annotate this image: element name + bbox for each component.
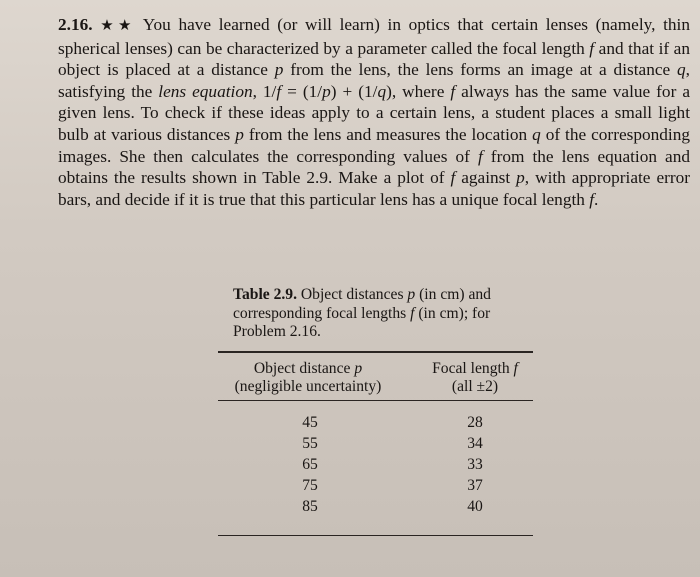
- text-run: .: [594, 189, 599, 209]
- math-variable: f: [589, 38, 595, 58]
- text-run: , with appropriate error bars, and decide if it is true that this particular lens has a unique focal length: [58, 168, 691, 209]
- math-variable: f: [450, 81, 456, 101]
- math-variable: f: [477, 146, 483, 166]
- math-variable: p: [407, 286, 416, 303]
- table-cell-distance: 65: [302, 456, 318, 473]
- header-variable-p: p: [354, 360, 363, 377]
- math-variable: f: [410, 304, 415, 322]
- table-cell-focal-length: 33: [467, 456, 483, 473]
- table-top-rule: [218, 351, 533, 353]
- text-run: You have learned (or will learn) in optics that certain lenses (namely, thin spherical lenses) can be characterized by a parameter called the focal length: [58, 15, 690, 58]
- text-run: from the lens, the lens forms an image at a distance: [283, 60, 678, 80]
- text-run: and that if an object is placed at a distance: [58, 38, 690, 80]
- table-cell-focal-length: 40: [467, 498, 483, 515]
- table-cell-focal-length: 28: [467, 414, 483, 431]
- text-run: from the lens and measures the location: [243, 124, 533, 144]
- column-header-focal-length: Focal length f (all ±2): [432, 360, 518, 395]
- text-run: (in cm); for Problem 2.16.: [233, 304, 491, 341]
- table-header-rule: [218, 400, 533, 401]
- table-label: Table 2.9.: [233, 286, 297, 303]
- text-run: ) + (1/: [330, 81, 378, 101]
- problem-text: [58, 14, 690, 210]
- text-run: ), where: [386, 81, 451, 101]
- table-cell-distance: 45: [302, 414, 318, 431]
- text-run: Object distances: [296, 286, 408, 303]
- table-bottom-rule: [218, 535, 533, 536]
- text-run: , satisfying the: [58, 60, 690, 101]
- column-header-object-distance: Object distance p (negligible uncertainty): [234, 360, 382, 395]
- math-variable: q: [677, 60, 686, 80]
- math-variable: f: [589, 189, 595, 209]
- math-variable: q: [377, 81, 387, 101]
- math-variable: p: [235, 124, 244, 144]
- math-variable: p: [322, 81, 331, 101]
- header-variable-f: f: [513, 360, 518, 377]
- text-run: from the lens equation and obtains the results shown in Table 2.9. Make a plot of: [58, 146, 690, 188]
- table-cell-distance: 75: [302, 477, 318, 494]
- text-run: (in cm) and corresponding focal lengths: [233, 286, 491, 322]
- difficulty-stars-icon: ★★: [100, 18, 136, 34]
- math-variable: f: [276, 81, 282, 101]
- math-variable: p: [516, 168, 525, 188]
- table-cell-focal-length: 34: [467, 435, 483, 452]
- math-variable: f: [450, 168, 456, 188]
- text-run: against: [455, 168, 517, 188]
- math-variable: p: [274, 60, 284, 80]
- math-variable: lens equation: [158, 81, 253, 101]
- math-variable: q: [532, 124, 541, 144]
- text-run: always has the same value for a given lens. To check if these ideas apply to a certain lens, a student places a small light bulb at various distances: [58, 81, 690, 144]
- text-run: = (1/: [281, 81, 323, 101]
- table-cell-focal-length: 37: [467, 477, 483, 494]
- text-run: of the corresponding images. She then calculates the corresponding values of: [58, 124, 690, 166]
- problem-body: [58, 15, 690, 209]
- table-caption: [233, 286, 533, 342]
- table-cell-distance: 55: [302, 435, 318, 452]
- problem-number: 2.16.: [58, 15, 93, 34]
- text-run: , 1/: [252, 81, 277, 101]
- table-cell-distance: 85: [302, 498, 318, 515]
